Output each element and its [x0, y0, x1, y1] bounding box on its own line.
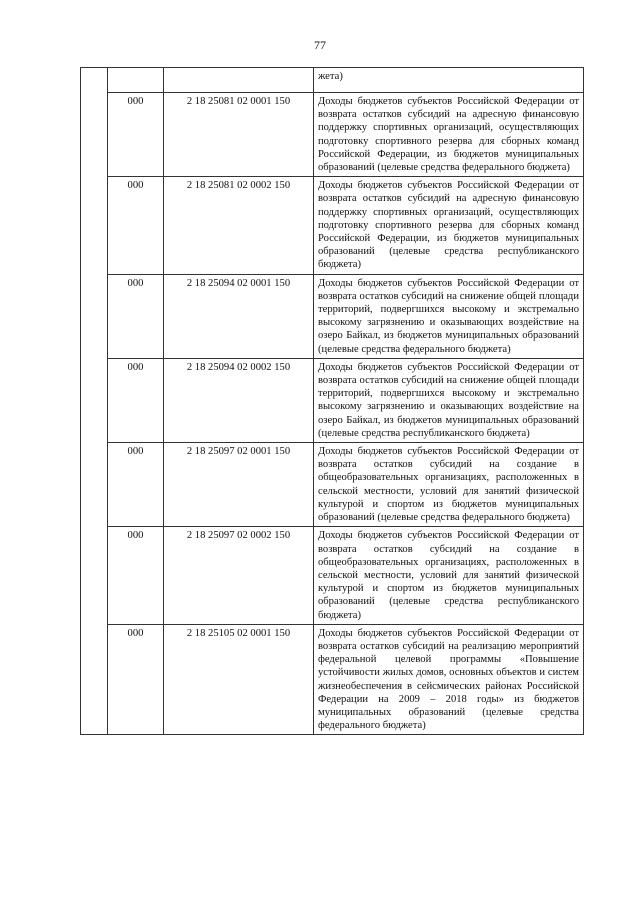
income-description: Доходы бюджетов субъектов Российской Федерации от возврата остатков субсидий на адресную финансовую поддержку спортивных организаций, осуществляющих подготовку спортивного резерва для сборных команд Российской Федерации, из бюджетов муниципальных образований (целевые средства федерального бюджета)	[314, 93, 584, 177]
admin-code: 000	[108, 93, 164, 177]
budget-code-table	[80, 67, 584, 735]
income-description: Доходы бюджетов субъектов Российской Федерации от возврата остатков субсидий на снижение общей площади территорий, подвергшихся высокому и экстремально высокому загрязнению и оказывающих воздействие на озеро Байкал, из бюджетов муниципальных образований (целевые средства республиканского бюджета)	[314, 358, 584, 442]
budget-code: 2 18 25081 02 0002 150	[164, 177, 314, 274]
budget-code: 2 18 25094 02 0001 150	[164, 274, 314, 358]
budget-code: 2 18 25081 02 0001 150	[164, 93, 314, 177]
table-row	[81, 624, 584, 735]
table-row	[81, 358, 584, 442]
admin-code: 000	[108, 443, 164, 527]
admin-code: 000	[108, 177, 164, 274]
empty-left-column	[81, 68, 108, 735]
continuation-text: жета)	[314, 68, 584, 93]
admin-code: 000	[108, 624, 164, 735]
income-description: Доходы бюджетов субъектов Российской Федерации от возврата остатков субсидий на создание в общеобразовательных организациях, расположенных в сельской местности, условий для занятий физической культурой и спортом из бюджетов муниципальных образований (целевые средства федерального бюджета)	[314, 443, 584, 527]
admin-code: 000	[108, 527, 164, 624]
admin-code: 000	[108, 274, 164, 358]
budget-code: 2 18 25097 02 0002 150	[164, 527, 314, 624]
table-row	[81, 527, 584, 624]
code-cell	[164, 68, 314, 93]
income-description: Доходы бюджетов субъектов Российской Федерации от возврата остатков субсидий на снижение общей площади территорий, подвергшихся высокому и экстремально высокому загрязнению и оказывающих воздействие на озеро Байкал, из бюджетов муниципальных образований (целевые средства федерального бюджета)	[314, 274, 584, 358]
income-description: Доходы бюджетов субъектов Российской Федерации от возврата остатков субсидий на реализацию мероприятий федеральной целевой программы «Повышение устойчивости жилых домов, основных объектов и систем жизнеобеспечения в сейсмических районах Российской Федерации на 2009 – 2018 годы» из бюджетов муниципальных образований (целевые средства федерального бюджета)	[314, 624, 584, 735]
income-description: Доходы бюджетов субъектов Российской Федерации от возврата остатков субсидий на адресную финансовую поддержку спортивных организаций, осуществляющих подготовку спортивного резерва для сборных команд Российской Федерации, из бюджетов муниципальных образований (целевые средства республиканского бюджета)	[314, 177, 584, 274]
continuation-row	[81, 68, 584, 93]
page-number: 77	[314, 38, 326, 52]
budget-code: 2 18 25105 02 0001 150	[164, 624, 314, 735]
table-row	[81, 93, 584, 177]
income-description: Доходы бюджетов субъектов Российской Федерации от возврата остатков субсидий на создание в общеобразовательных организациях, расположенных в сельской местности, условий для занятий физической культурой и спортом из бюджетов муниципальных образований (целевые средства республиканского бюджета)	[314, 527, 584, 624]
budget-code: 2 18 25094 02 0002 150	[164, 358, 314, 442]
admin-code: 000	[108, 358, 164, 442]
table-row	[81, 177, 584, 274]
budget-code: 2 18 25097 02 0001 150	[164, 443, 314, 527]
table-row	[81, 274, 584, 358]
table-row	[81, 443, 584, 527]
admin-cell	[108, 68, 164, 93]
